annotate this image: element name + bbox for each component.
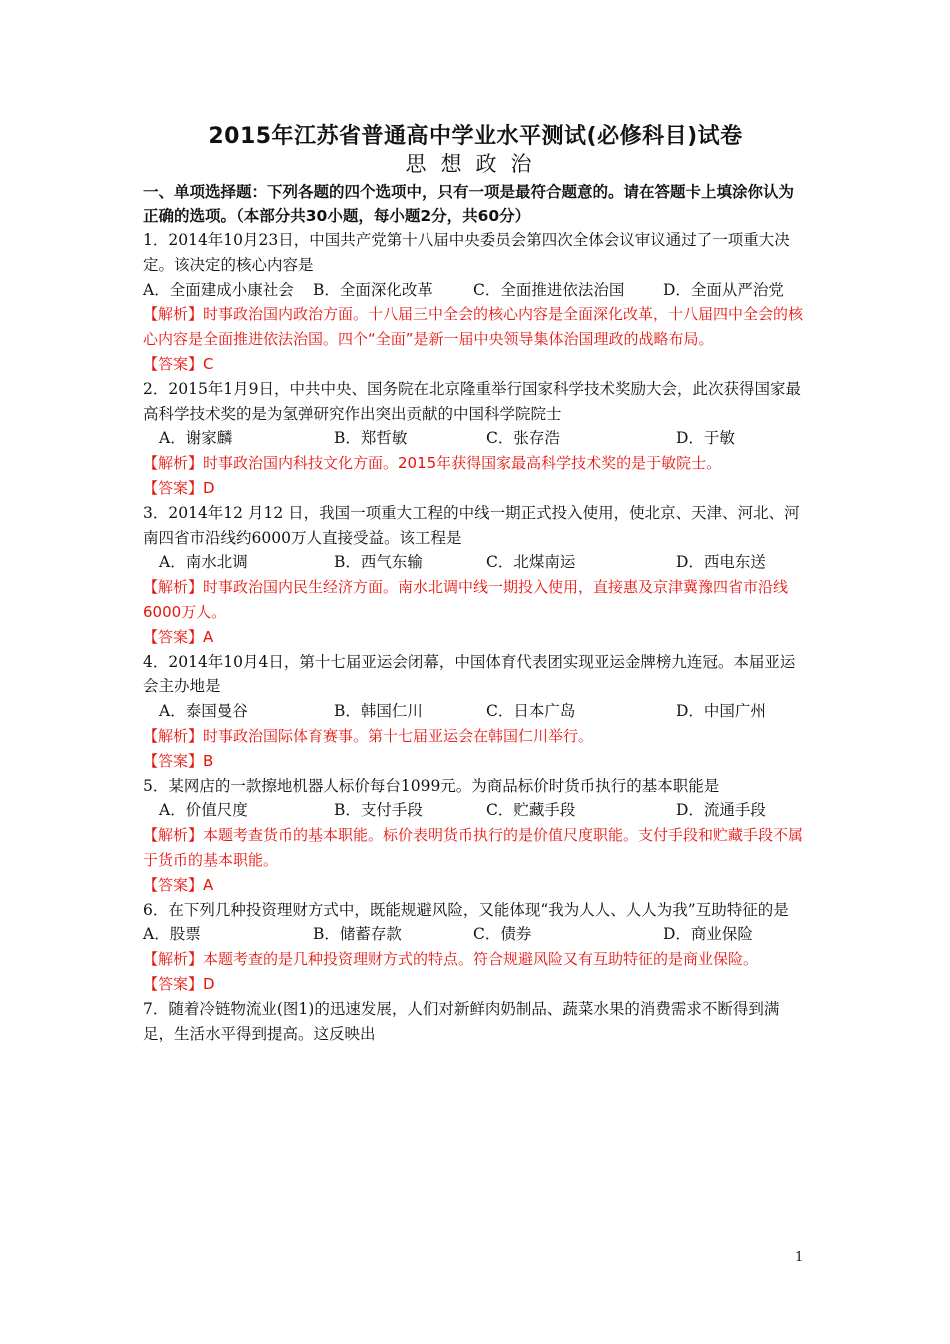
question-5 [143,774,808,898]
option-d: D．西电东送 [676,553,766,572]
question-analysis: 【解析】时事政治国内政治方面。十八届三中全会的核心内容是全面深化改革，十八届四中全会的核心内容是全面推进依法治国。四个“全面”是新一届中央领导集体治国理政的战略布局。 [143,305,804,349]
question-stem: 2．2015年1月9日，中共中央、国务院在北京隆重举行国家科学技术奖励大会，此次获得国家最高科学技术奖的是为氢弹研究作出突出贡献的中国科学院院士 [143,379,802,423]
question-stem: 4．2014年10月4日，第十七届亚运会闭幕，中国体育代表团实现亚运金牌榜九连冠。本届亚运会主办地是 [143,652,796,696]
question-answer: 【答案】C [143,354,214,373]
question-stem: 6．在下列几种投资理财方式中，既能规避风险，又能体现“我为人人、人人为我”互助特征的是 [143,900,789,919]
question-analysis: 【解析】本题考查货币的基本职能。标价表明货币执行的是价值尺度职能。支付手段和贮藏手段不属于货币的基本职能。 [143,826,804,869]
question-stem: 5．某网店的一款擦地机器人标价每台1099元。为商品标价时货币执行的基本职能是 [143,776,720,795]
question-stem: 7．随着冷链物流业(图1)的迅速发展，人们对新鲜肉奶制品、蔬菜水果的消费需求不断得到满足，生活水平得到提高。这反映出 [143,999,780,1043]
page-number: 1 [795,1250,804,1265]
question-3 [143,501,808,650]
question-answer: 【答案】A [143,875,214,894]
section-heading: 一、单项选择题：下列各题的四个选项中，只有一项是最符合题意的。请在答题卡上填涂你认为正确的选项。（本部分共30小题，每小题2分，共60分） [143,183,795,225]
option-d: D．商业保险 [663,925,753,944]
option-b: B．韩国仁川 [334,702,423,721]
option-d: D．全面从严治党 [663,280,784,299]
option-c: C．日本广岛 [486,702,576,721]
page-content [143,122,808,1046]
option-b: B．支付手段 [334,801,423,820]
question-options [143,699,808,724]
question-answer: 【答案】A [143,627,214,646]
option-c: C．北煤南运 [486,553,576,572]
option-c: C．债券 [473,925,532,944]
question-answer: 【答案】B [143,751,214,770]
question-answer: 【答案】D [143,478,215,497]
question-6 [143,898,808,997]
question-options [143,426,808,451]
question-7 [143,997,808,1047]
option-c: C．贮藏手段 [486,801,576,820]
option-c: C．张存浩 [486,429,560,448]
option-a: A．泰国曼谷 [159,702,248,721]
option-b: B．西气东输 [334,553,423,572]
question-analysis: 【解析】时事政治国内民生经济方面。南水北调中线一期投入使用，直接惠及京津冀豫四省市沿线6000万人。 [143,578,789,621]
option-a: A．南水北调 [159,553,248,572]
option-d: D．中国广州 [676,702,766,721]
option-b: B．郑哲敏 [334,429,408,448]
question-options [143,798,808,823]
option-c: C．全面推进依法治国 [473,280,625,299]
option-b: B．储蓄存款 [313,925,402,944]
exam-subtitle: 思想政治 [405,152,546,176]
option-a: A．价值尺度 [159,801,248,820]
option-a: A．股票 [143,925,201,944]
question-analysis: 【解析】时事政治国内科技文化方面。2015年获得国家最高科学技术奖的是于敏院士。 [143,454,722,473]
question-analysis: 【解析】时事政治国际体育赛事。第十七届亚运会在韩国仁川举行。 [143,726,594,745]
option-b: B．全面深化改革 [313,280,433,299]
option-a: A．全面建成小康社会 [143,280,294,299]
question-options [143,922,808,947]
question-stem: 3．2014年12 月12 日，我国一项重大工程的中线一期正式投入使用，使北京、天津、河北、河南四省市沿线约6000万人直接受益。该工程是 [143,503,800,547]
option-d: D．于敏 [676,429,735,448]
question-1 [143,228,808,377]
option-d: D．流通手段 [676,801,766,820]
question-2 [143,377,808,501]
question-options [143,550,808,575]
question-stem: 1．2014年10月23日，中国共产党第十八届中央委员会第四次全体会议审议通过了一项重大决定。该决定的核心内容是 [143,231,790,274]
question-4 [143,650,808,774]
question-answer: 【答案】D [143,974,215,993]
question-analysis: 【解析】本题考查的是几种投资理财方式的特点。符合规避风险又有互助特征的是商业保险。 [143,950,759,969]
question-options [143,278,808,303]
exam-title: 2015年江苏省普通高中学业水平测试(必修科目)试卷 [208,124,743,149]
option-a: A．谢家麟 [159,429,233,448]
